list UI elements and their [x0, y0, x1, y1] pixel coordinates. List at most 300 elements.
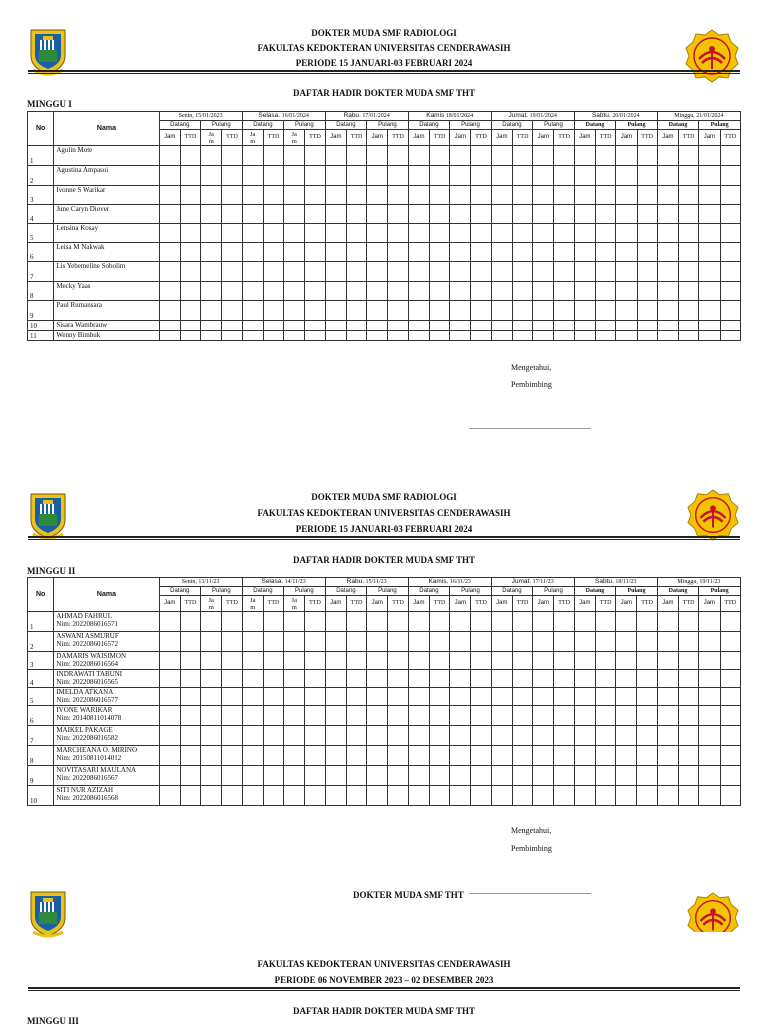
attendance-cell[interactable]	[596, 321, 616, 331]
attendance-cell[interactable]	[554, 186, 574, 205]
attendance-cell[interactable]	[699, 224, 720, 243]
attendance-cell[interactable]	[305, 331, 325, 341]
attendance-cell[interactable]	[637, 652, 657, 670]
attendance-cell[interactable]	[720, 706, 741, 726]
attendance-cell[interactable]	[491, 262, 512, 282]
attendance-cell[interactable]	[284, 205, 305, 224]
attendance-cell[interactable]	[679, 146, 699, 166]
attendance-cell[interactable]	[305, 786, 325, 806]
attendance-cell[interactable]	[616, 262, 637, 282]
attendance-cell[interactable]	[263, 186, 283, 205]
attendance-cell[interactable]	[222, 632, 242, 652]
attendance-cell[interactable]	[159, 766, 180, 786]
attendance-cell[interactable]	[679, 706, 699, 726]
attendance-cell[interactable]	[346, 186, 366, 205]
attendance-cell[interactable]	[596, 301, 616, 321]
attendance-cell[interactable]	[367, 186, 388, 205]
attendance-cell[interactable]	[450, 166, 471, 186]
attendance-cell[interactable]	[180, 282, 200, 301]
attendance-cell[interactable]	[388, 262, 408, 282]
attendance-cell[interactable]	[637, 688, 657, 706]
attendance-cell[interactable]	[679, 224, 699, 243]
attendance-cell[interactable]	[201, 746, 222, 766]
attendance-cell[interactable]	[450, 186, 471, 205]
attendance-cell[interactable]	[512, 632, 532, 652]
attendance-cell[interactable]	[367, 243, 388, 262]
attendance-cell[interactable]	[450, 243, 471, 262]
attendance-cell[interactable]	[242, 746, 263, 766]
attendance-cell[interactable]	[679, 632, 699, 652]
attendance-cell[interactable]	[367, 670, 388, 688]
attendance-cell[interactable]	[180, 726, 200, 746]
attendance-cell[interactable]	[429, 766, 449, 786]
attendance-cell[interactable]	[657, 706, 678, 726]
attendance-cell[interactable]	[263, 301, 283, 321]
attendance-cell[interactable]	[284, 166, 305, 186]
attendance-cell[interactable]	[388, 282, 408, 301]
attendance-cell[interactable]	[533, 321, 554, 331]
attendance-cell[interactable]	[596, 282, 616, 301]
attendance-cell[interactable]	[679, 243, 699, 262]
attendance-cell[interactable]	[388, 224, 408, 243]
attendance-cell[interactable]	[533, 612, 554, 632]
attendance-cell[interactable]	[325, 746, 346, 766]
attendance-cell[interactable]	[699, 612, 720, 632]
attendance-cell[interactable]	[408, 205, 429, 224]
attendance-cell[interactable]	[533, 746, 554, 766]
attendance-cell[interactable]	[408, 301, 429, 321]
attendance-cell[interactable]	[574, 262, 595, 282]
attendance-cell[interactable]	[533, 786, 554, 806]
attendance-cell[interactable]	[429, 262, 449, 282]
attendance-cell[interactable]	[263, 746, 283, 766]
attendance-cell[interactable]	[284, 186, 305, 205]
attendance-cell[interactable]	[242, 766, 263, 786]
attendance-cell[interactable]	[554, 766, 574, 786]
attendance-cell[interactable]	[512, 205, 532, 224]
attendance-cell[interactable]	[720, 632, 741, 652]
attendance-cell[interactable]	[367, 282, 388, 301]
attendance-cell[interactable]	[491, 243, 512, 262]
attendance-cell[interactable]	[325, 321, 346, 331]
attendance-cell[interactable]	[284, 612, 305, 632]
attendance-cell[interactable]	[720, 205, 740, 224]
attendance-cell[interactable]	[720, 243, 740, 262]
attendance-cell[interactable]	[367, 652, 388, 670]
attendance-cell[interactable]	[388, 670, 408, 688]
attendance-cell[interactable]	[222, 186, 242, 205]
attendance-cell[interactable]	[450, 632, 471, 652]
attendance-cell[interactable]	[284, 766, 305, 786]
attendance-cell[interactable]	[450, 301, 471, 321]
attendance-cell[interactable]	[408, 612, 429, 632]
attendance-cell[interactable]	[325, 282, 346, 301]
attendance-cell[interactable]	[346, 301, 366, 321]
attendance-cell[interactable]	[574, 726, 595, 746]
attendance-cell[interactable]	[159, 224, 180, 243]
attendance-cell[interactable]	[367, 632, 388, 652]
attendance-cell[interactable]	[574, 205, 595, 224]
attendance-cell[interactable]	[574, 612, 595, 632]
attendance-cell[interactable]	[595, 688, 615, 706]
attendance-cell[interactable]	[554, 331, 574, 341]
attendance-cell[interactable]	[637, 166, 657, 186]
attendance-cell[interactable]	[305, 726, 325, 746]
attendance-cell[interactable]	[533, 282, 554, 301]
attendance-cell[interactable]	[201, 688, 222, 706]
attendance-cell[interactable]	[491, 726, 512, 746]
attendance-cell[interactable]	[450, 706, 471, 726]
attendance-cell[interactable]	[325, 146, 346, 166]
attendance-cell[interactable]	[679, 688, 699, 706]
attendance-cell[interactable]	[222, 205, 242, 224]
attendance-cell[interactable]	[367, 224, 388, 243]
attendance-cell[interactable]	[180, 186, 200, 205]
attendance-cell[interactable]	[222, 652, 242, 670]
attendance-cell[interactable]	[305, 301, 325, 321]
attendance-cell[interactable]	[595, 706, 615, 726]
attendance-cell[interactable]	[201, 301, 222, 321]
attendance-cell[interactable]	[720, 282, 740, 301]
attendance-cell[interactable]	[720, 786, 741, 806]
attendance-cell[interactable]	[388, 632, 408, 652]
attendance-cell[interactable]	[180, 301, 200, 321]
attendance-cell[interactable]	[491, 766, 512, 786]
attendance-cell[interactable]	[637, 766, 657, 786]
attendance-cell[interactable]	[408, 652, 429, 670]
attendance-cell[interactable]	[159, 186, 180, 205]
attendance-cell[interactable]	[657, 632, 678, 652]
attendance-cell[interactable]	[201, 670, 222, 688]
attendance-cell[interactable]	[699, 321, 720, 331]
attendance-cell[interactable]	[699, 205, 720, 224]
attendance-cell[interactable]	[388, 243, 408, 262]
attendance-cell[interactable]	[284, 243, 305, 262]
attendance-cell[interactable]	[263, 670, 283, 688]
attendance-cell[interactable]	[305, 282, 325, 301]
attendance-cell[interactable]	[616, 688, 637, 706]
attendance-cell[interactable]	[554, 166, 574, 186]
attendance-cell[interactable]	[201, 282, 222, 301]
attendance-cell[interactable]	[699, 262, 720, 282]
attendance-cell[interactable]	[388, 746, 408, 766]
attendance-cell[interactable]	[284, 688, 305, 706]
attendance-cell[interactable]	[305, 612, 325, 632]
attendance-cell[interactable]	[284, 746, 305, 766]
attendance-cell[interactable]	[637, 262, 657, 282]
attendance-cell[interactable]	[180, 224, 200, 243]
attendance-cell[interactable]	[637, 321, 657, 331]
attendance-cell[interactable]	[263, 706, 283, 726]
attendance-cell[interactable]	[533, 766, 554, 786]
attendance-cell[interactable]	[699, 166, 720, 186]
attendance-cell[interactable]	[720, 301, 740, 321]
attendance-cell[interactable]	[512, 262, 532, 282]
attendance-cell[interactable]	[242, 331, 263, 341]
attendance-cell[interactable]	[720, 186, 740, 205]
attendance-cell[interactable]	[408, 670, 429, 688]
attendance-cell[interactable]	[201, 262, 222, 282]
attendance-cell[interactable]	[367, 321, 388, 331]
attendance-cell[interactable]	[679, 670, 699, 688]
attendance-cell[interactable]	[637, 224, 657, 243]
attendance-cell[interactable]	[242, 166, 263, 186]
attendance-cell[interactable]	[657, 262, 678, 282]
attendance-cell[interactable]	[222, 166, 242, 186]
attendance-cell[interactable]	[159, 688, 180, 706]
attendance-cell[interactable]	[574, 186, 595, 205]
attendance-cell[interactable]	[450, 282, 471, 301]
attendance-cell[interactable]	[305, 243, 325, 262]
attendance-cell[interactable]	[471, 726, 491, 746]
attendance-cell[interactable]	[616, 146, 637, 166]
attendance-cell[interactable]	[595, 612, 615, 632]
attendance-cell[interactable]	[471, 632, 491, 652]
attendance-cell[interactable]	[305, 670, 325, 688]
attendance-cell[interactable]	[533, 331, 554, 341]
attendance-cell[interactable]	[201, 786, 222, 806]
attendance-cell[interactable]	[637, 726, 657, 746]
attendance-cell[interactable]	[429, 282, 449, 301]
attendance-cell[interactable]	[408, 282, 429, 301]
attendance-cell[interactable]	[533, 652, 554, 670]
attendance-cell[interactable]	[616, 224, 637, 243]
attendance-cell[interactable]	[222, 146, 242, 166]
attendance-cell[interactable]	[408, 688, 429, 706]
attendance-cell[interactable]	[367, 262, 388, 282]
attendance-cell[interactable]	[408, 243, 429, 262]
attendance-cell[interactable]	[491, 670, 512, 688]
attendance-cell[interactable]	[201, 224, 222, 243]
attendance-cell[interactable]	[699, 766, 720, 786]
attendance-cell[interactable]	[471, 786, 491, 806]
attendance-cell[interactable]	[263, 282, 283, 301]
attendance-cell[interactable]	[533, 688, 554, 706]
attendance-cell[interactable]	[305, 166, 325, 186]
attendance-cell[interactable]	[388, 166, 408, 186]
attendance-cell[interactable]	[554, 321, 574, 331]
attendance-cell[interactable]	[533, 186, 554, 205]
attendance-cell[interactable]	[284, 262, 305, 282]
attendance-cell[interactable]	[637, 706, 657, 726]
attendance-cell[interactable]	[471, 205, 491, 224]
attendance-cell[interactable]	[325, 166, 346, 186]
attendance-cell[interactable]	[180, 786, 200, 806]
attendance-cell[interactable]	[180, 612, 200, 632]
attendance-cell[interactable]	[533, 243, 554, 262]
attendance-cell[interactable]	[263, 205, 283, 224]
attendance-cell[interactable]	[263, 688, 283, 706]
attendance-cell[interactable]	[450, 146, 471, 166]
attendance-cell[interactable]	[346, 652, 366, 670]
attendance-cell[interactable]	[242, 224, 263, 243]
attendance-cell[interactable]	[263, 224, 283, 243]
attendance-cell[interactable]	[201, 205, 222, 224]
attendance-cell[interactable]	[512, 146, 532, 166]
attendance-cell[interactable]	[201, 331, 222, 341]
attendance-cell[interactable]	[657, 652, 678, 670]
attendance-cell[interactable]	[367, 205, 388, 224]
attendance-cell[interactable]	[574, 746, 595, 766]
attendance-cell[interactable]	[284, 652, 305, 670]
attendance-cell[interactable]	[616, 301, 637, 321]
attendance-cell[interactable]	[679, 301, 699, 321]
attendance-cell[interactable]	[679, 746, 699, 766]
attendance-cell[interactable]	[595, 766, 615, 786]
attendance-cell[interactable]	[679, 331, 699, 341]
attendance-cell[interactable]	[491, 632, 512, 652]
attendance-cell[interactable]	[346, 262, 366, 282]
attendance-cell[interactable]	[533, 262, 554, 282]
attendance-cell[interactable]	[180, 166, 200, 186]
attendance-cell[interactable]	[429, 331, 449, 341]
attendance-cell[interactable]	[637, 746, 657, 766]
attendance-cell[interactable]	[512, 282, 532, 301]
attendance-cell[interactable]	[720, 688, 741, 706]
attendance-cell[interactable]	[512, 301, 532, 321]
attendance-cell[interactable]	[533, 301, 554, 321]
attendance-cell[interactable]	[512, 224, 532, 243]
attendance-cell[interactable]	[616, 166, 637, 186]
attendance-cell[interactable]	[720, 166, 740, 186]
attendance-cell[interactable]	[159, 146, 180, 166]
attendance-cell[interactable]	[533, 706, 554, 726]
attendance-cell[interactable]	[554, 706, 574, 726]
attendance-cell[interactable]	[657, 726, 678, 746]
attendance-cell[interactable]	[657, 766, 678, 786]
attendance-cell[interactable]	[429, 652, 449, 670]
attendance-cell[interactable]	[596, 243, 616, 262]
attendance-cell[interactable]	[574, 321, 595, 331]
attendance-cell[interactable]	[201, 146, 222, 166]
attendance-cell[interactable]	[512, 612, 532, 632]
attendance-cell[interactable]	[471, 243, 491, 262]
attendance-cell[interactable]	[657, 786, 678, 806]
attendance-cell[interactable]	[325, 612, 346, 632]
attendance-cell[interactable]	[263, 612, 283, 632]
attendance-cell[interactable]	[471, 688, 491, 706]
attendance-cell[interactable]	[408, 321, 429, 331]
attendance-cell[interactable]	[242, 186, 263, 205]
attendance-cell[interactable]	[637, 301, 657, 321]
attendance-cell[interactable]	[325, 670, 346, 688]
attendance-cell[interactable]	[512, 746, 532, 766]
attendance-cell[interactable]	[201, 652, 222, 670]
attendance-cell[interactable]	[657, 670, 678, 688]
attendance-cell[interactable]	[201, 243, 222, 262]
attendance-cell[interactable]	[222, 746, 242, 766]
attendance-cell[interactable]	[679, 186, 699, 205]
attendance-cell[interactable]	[471, 282, 491, 301]
attendance-cell[interactable]	[491, 706, 512, 726]
attendance-cell[interactable]	[222, 670, 242, 688]
attendance-cell[interactable]	[284, 670, 305, 688]
attendance-cell[interactable]	[222, 243, 242, 262]
attendance-cell[interactable]	[596, 331, 616, 341]
attendance-cell[interactable]	[450, 331, 471, 341]
attendance-cell[interactable]	[637, 670, 657, 688]
attendance-cell[interactable]	[408, 186, 429, 205]
attendance-cell[interactable]	[657, 746, 678, 766]
attendance-cell[interactable]	[491, 301, 512, 321]
attendance-cell[interactable]	[491, 205, 512, 224]
attendance-cell[interactable]	[346, 243, 366, 262]
attendance-cell[interactable]	[616, 282, 637, 301]
attendance-cell[interactable]	[263, 331, 283, 341]
attendance-cell[interactable]	[222, 262, 242, 282]
attendance-cell[interactable]	[222, 321, 242, 331]
attendance-cell[interactable]	[471, 166, 491, 186]
attendance-cell[interactable]	[471, 262, 491, 282]
attendance-cell[interactable]	[637, 146, 657, 166]
attendance-cell[interactable]	[554, 632, 574, 652]
attendance-cell[interactable]	[180, 331, 200, 341]
attendance-cell[interactable]	[346, 331, 366, 341]
attendance-cell[interactable]	[554, 243, 574, 262]
attendance-cell[interactable]	[388, 321, 408, 331]
attendance-cell[interactable]	[159, 706, 180, 726]
attendance-cell[interactable]	[657, 301, 678, 321]
attendance-cell[interactable]	[429, 224, 449, 243]
attendance-cell[interactable]	[616, 205, 637, 224]
attendance-cell[interactable]	[325, 205, 346, 224]
attendance-cell[interactable]	[574, 786, 595, 806]
attendance-cell[interactable]	[699, 670, 720, 688]
attendance-cell[interactable]	[305, 652, 325, 670]
attendance-cell[interactable]	[346, 224, 366, 243]
attendance-cell[interactable]	[512, 688, 532, 706]
attendance-cell[interactable]	[346, 670, 366, 688]
attendance-cell[interactable]	[596, 146, 616, 166]
attendance-cell[interactable]	[554, 262, 574, 282]
attendance-cell[interactable]	[512, 652, 532, 670]
attendance-cell[interactable]	[429, 166, 449, 186]
attendance-cell[interactable]	[346, 612, 366, 632]
attendance-cell[interactable]	[699, 186, 720, 205]
attendance-cell[interactable]	[720, 224, 740, 243]
attendance-cell[interactable]	[242, 652, 263, 670]
attendance-cell[interactable]	[180, 205, 200, 224]
attendance-cell[interactable]	[346, 321, 366, 331]
attendance-cell[interactable]	[305, 321, 325, 331]
attendance-cell[interactable]	[242, 786, 263, 806]
attendance-cell[interactable]	[159, 726, 180, 746]
attendance-cell[interactable]	[408, 166, 429, 186]
attendance-cell[interactable]	[616, 331, 637, 341]
attendance-cell[interactable]	[242, 706, 263, 726]
attendance-cell[interactable]	[325, 301, 346, 321]
attendance-cell[interactable]	[325, 652, 346, 670]
attendance-cell[interactable]	[305, 205, 325, 224]
attendance-cell[interactable]	[720, 262, 740, 282]
attendance-cell[interactable]	[533, 205, 554, 224]
attendance-cell[interactable]	[699, 746, 720, 766]
attendance-cell[interactable]	[616, 243, 637, 262]
attendance-cell[interactable]	[699, 726, 720, 746]
attendance-cell[interactable]	[554, 670, 574, 688]
attendance-cell[interactable]	[222, 688, 242, 706]
attendance-cell[interactable]	[346, 786, 366, 806]
attendance-cell[interactable]	[595, 726, 615, 746]
attendance-cell[interactable]	[471, 321, 491, 331]
attendance-cell[interactable]	[388, 612, 408, 632]
attendance-cell[interactable]	[325, 766, 346, 786]
attendance-cell[interactable]	[284, 282, 305, 301]
attendance-cell[interactable]	[346, 282, 366, 301]
attendance-cell[interactable]	[637, 186, 657, 205]
attendance-cell[interactable]	[305, 146, 325, 166]
attendance-cell[interactable]	[450, 205, 471, 224]
